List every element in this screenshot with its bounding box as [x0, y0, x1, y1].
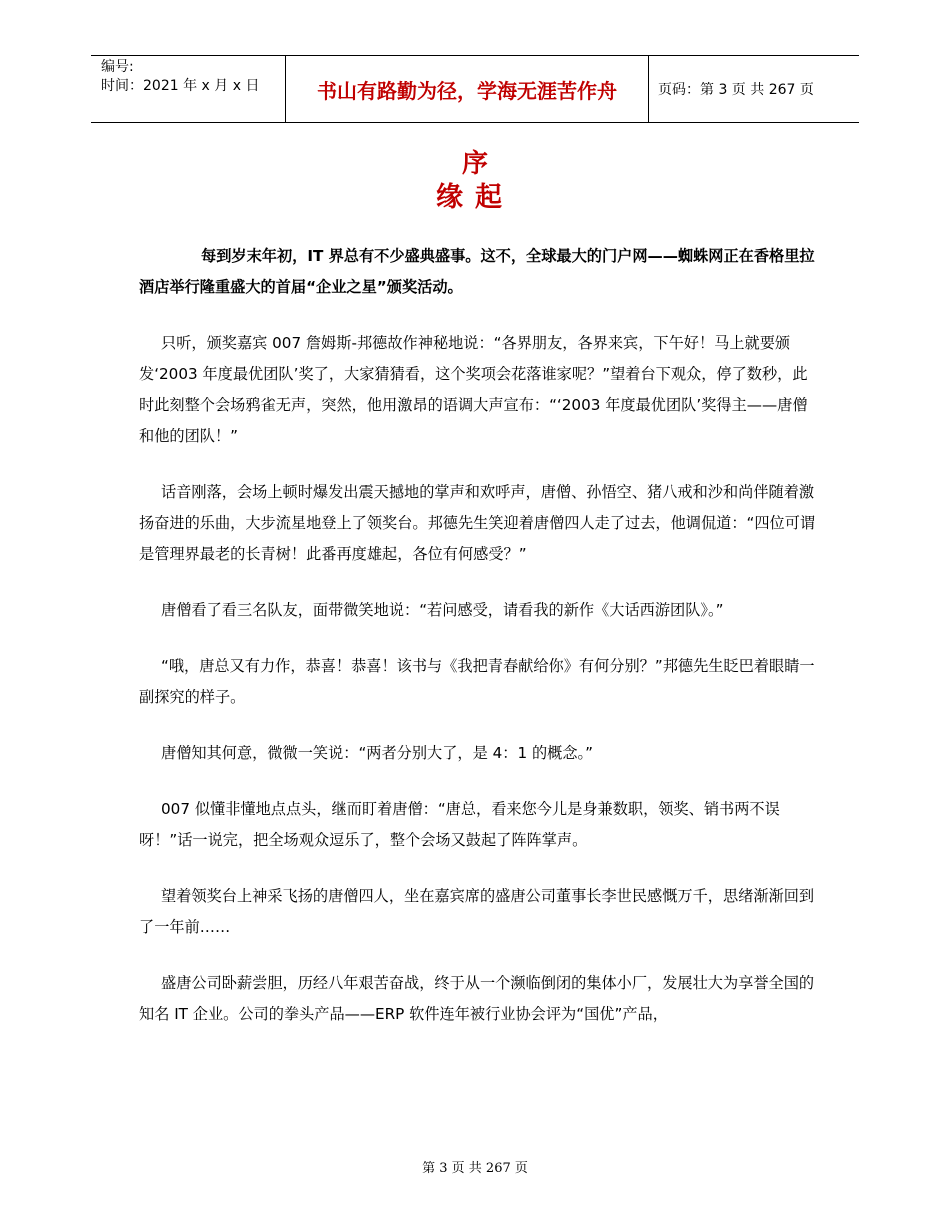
paragraph: 只听，颁奖嘉宾 007 詹姆斯-邦德故作神秘地说：“各界朋友，各界来宾，下午好！马上就要颁发‘2003 年度最优团队’奖了，大家猜猜看，这个奖项会花落谁家呢？”望着台下观众，停了数秒，此时此刻整个会场鸦雀无声，突然，他用激昂的语调大声宣布：“‘2003 年度最优团队’奖得主——唐僧和他的团队！”	[139, 334, 808, 445]
page-footer: 第 3 页 共 267 页	[422, 1161, 528, 1176]
preface-title: 序	[461, 149, 488, 179]
page-header	[91, 55, 859, 123]
time-label: 时间：2021 年 x 月 x 日	[101, 78, 260, 94]
header-meta	[101, 58, 281, 96]
paragraph: 唐僧看了看三名队友，面带微笑地说：“若问感受，请看我的新作《大话西游团队》。”	[161, 601, 724, 619]
paragraph: 盛唐公司卧薪尝胆，历经八年艰苦奋战，终于从一个濒临倒闭的集体小厂，发展壮大为享誉全国的知名 IT 企业。公司的拳头产品——ERP 软件连年被行业协会评为“国优”产品，	[139, 974, 815, 1023]
paragraph: 望着领奖台上神采飞扬的唐僧四人，坐在嘉宾席的盛唐公司董事长李世民感慨万千，思绪渐渐回到了一年前……	[139, 887, 815, 936]
header-page-info: 页码：第 3 页 共 267 页	[658, 82, 814, 98]
paragraph: “哦，唐总又有力作，恭喜！恭喜！该书与《我把青春献给你》有何分别？”邦德先生眨巴着眼睛一副探究的样子。	[139, 657, 815, 706]
paragraph: 话音刚落，会场上顿时爆发出震天撼地的掌声和欢呼声，唐僧、孙悟空、猪八戒和沙和尚伴随着激扬奋进的乐曲，大步流星地登上了领奖台。邦德先生笑迎着唐僧四人走了过去，他调侃道：“四位可谓是管理界最老的长青树！此番再度雄起，各位有何感受？”	[139, 483, 816, 563]
paragraph: 唐僧知其何意，微微一笑说：“两者分别大了，是 4：1 的概念。”	[161, 744, 593, 762]
number-label: 编号:	[101, 59, 134, 75]
paragraph: 每到岁末年初，IT 界总有不少盛典盛事。这不，全球最大的门户网——蜘蛛网正在香格里拉酒店举行隆重盛大的首届“企业之星”颁奖活动。	[139, 247, 815, 296]
paragraph: 007 似懂非懂地点点头，继而盯着唐僧：“唐总，看来您今儿是身兼数职，领奖、销书两不误呀！”话一说完，把全场观众逗乐了，整个会场又鼓起了阵阵掌声。	[139, 800, 780, 849]
document-body	[139, 241, 819, 1030]
chapter-title: 缘起	[436, 182, 514, 213]
header-divider	[648, 56, 649, 122]
header-motto: 书山有路勤为径，学海无涯苦作舟	[317, 78, 617, 103]
